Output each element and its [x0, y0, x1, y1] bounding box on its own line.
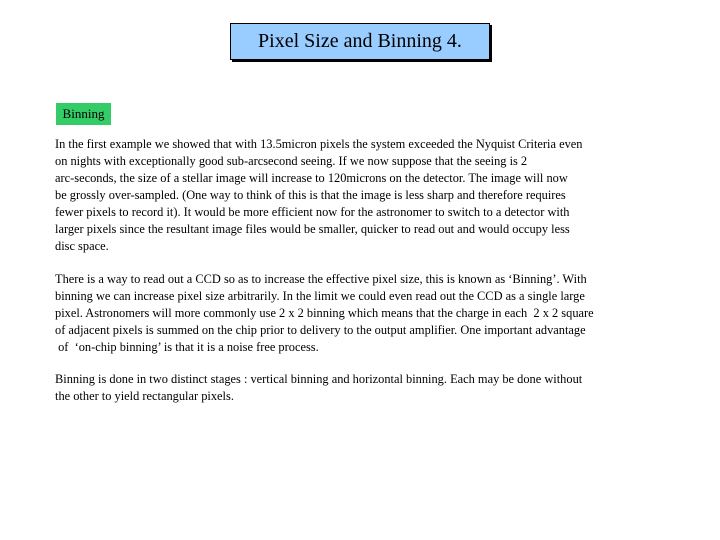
section-label-binning: Binning: [56, 103, 111, 125]
slide-title: Pixel Size and Binning 4.: [230, 23, 490, 60]
paragraph-binning-stages: Binning is done in two distinct stages : vertical binning and horizontal binning. Each may be done without the other to yield rectangular pixels.: [55, 372, 583, 403]
paragraph-oversampling: In the first example we showed that with 13.5micron pixels the system exceeded the Nyquist Criteria even on nights with exceptionally good sub-arcsecond seeing. If we now suppose that the seeing is 2 arc-seconds, the size of a stellar image will increase to 120microns on the detector. The image will now be grossly over-sampled. (One way to think of this is that the image is less sharp and therefore requires fewer pixels to record it). It would be more efficient now for the astronomer to switch to a detector with larger pixels since the resultant image files would be smaller, quicker to read out and would occupy less disc space.: [55, 137, 583, 253]
paragraph-binning-explained: There is a way to read out a CCD so as to increase the effective pixel size, this is known as ‘Binning’. With binning we can increase pixel size arbitrarily. In the limit we could even read out the CCD as a single large pixel. Astronomers will more commonly use 2 x 2 binning which means that the charge in each 2 x 2 square of adjacent pixels is summed on the chip prior to delivery to the output amplifier. One important advantage of ‘on-chip binning’ is that it is a noise free process.: [55, 272, 594, 354]
